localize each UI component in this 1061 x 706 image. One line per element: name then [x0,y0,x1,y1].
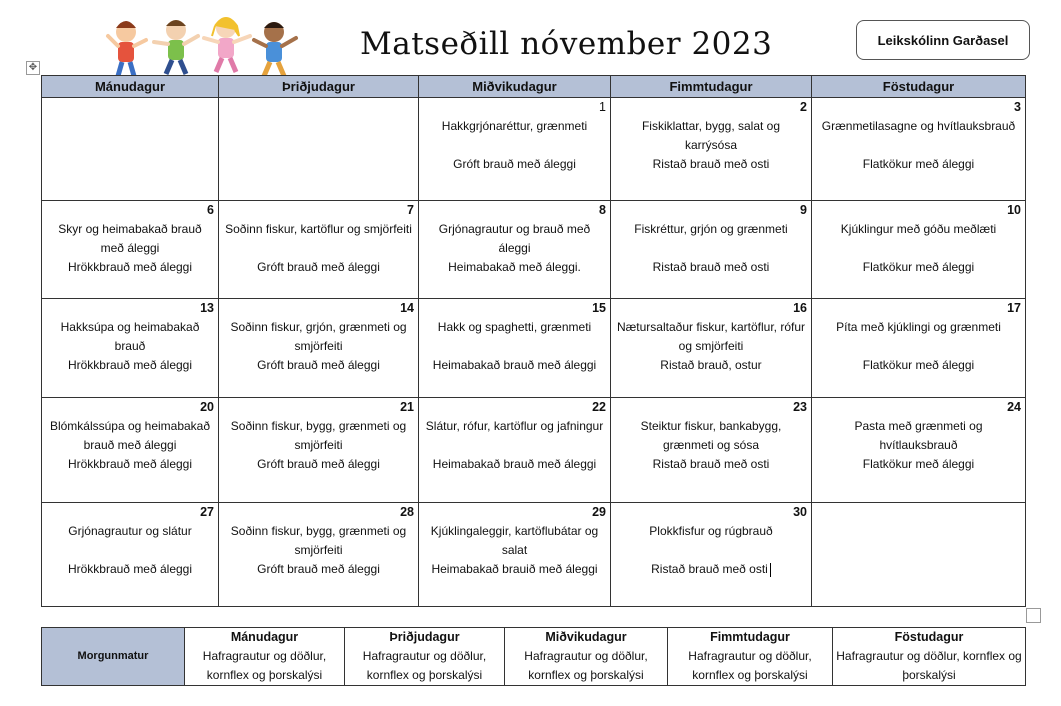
afternoon-snack: Ristað brauð með osti [652,260,770,274]
day-number: 13 [200,301,214,315]
day-cell[interactable] [219,98,419,201]
weekday-header-row [42,76,1026,98]
lunch-meal: Plokkfisfur og rúgbrauð [649,524,773,538]
afternoon-snack: Flatkökur með áleggi [862,457,975,471]
afternoon-snack: Hrökkbrauð með áleggi [67,457,193,471]
day-cell[interactable] [812,503,1026,607]
day-number: 24 [1007,400,1021,414]
lunch-meal: Soðinn fiskur, grjón, grænmeti og smjörfeiti [230,320,407,353]
afternoon-snack: Flatkökur með áleggi [862,157,975,171]
day-number: 29 [592,505,606,519]
lunch-meal: Grjónagrautur og brauð með áleggi [438,222,591,255]
day-cell[interactable] [812,98,1026,201]
afternoon-snack: Ristað brauð með osti [615,560,807,579]
day-number: 15 [592,301,606,315]
day-number: 1 [599,100,606,114]
children-illustration [104,14,304,78]
breakfast-day: Föstudagur [894,630,964,644]
lunch-meal: Grjónagrautur og slátur [68,524,192,538]
day-number: 14 [400,301,414,315]
child-figure-1 [108,21,146,76]
afternoon-snack: Heimabakað brauð með áleggi [432,457,597,471]
day-cell[interactable] [419,398,611,503]
text-cursor [770,563,771,577]
week-row [42,201,1026,299]
page-title: Matseðill nóvember 2023 [360,26,773,62]
afternoon-snack: Heimabakað brauð með áleggi [432,358,597,372]
afternoon-snack: Ristað brauð með osti [652,157,770,171]
lunch-meal: Píta með kjúklingi og grænmeti [836,320,1001,334]
breakfast-day: Fimmtudagur [710,630,790,644]
breakfast-meal: Hafragrautur og döðlur, kornflex og þorskalýsi [362,649,487,682]
organization-name: Leikskólinn Garðasel [877,32,1009,48]
breakfast-day: Þriðjudagur [389,630,460,644]
afternoon-snack: Gróft brauð með áleggi [257,562,380,576]
afternoon-snack: Heimabakað brauið með áleggi [431,562,598,576]
day-cell[interactable] [42,201,219,299]
breakfast-label: Morgunmatur [42,628,185,686]
weekday-header: Fimmtudagur [611,76,812,98]
lunch-meal: Soðinn fiskur, bygg, grænmeti og smjörfeiti [230,524,407,557]
organization-label [856,20,1030,60]
day-cell[interactable] [611,299,812,398]
day-cell[interactable] [611,201,812,299]
breakfast-meal: Hafragrautur og döðlur, kornflex og þorskalýsi [688,649,812,682]
day-number [46,98,214,117]
lunch-meal: Steiktur fiskur, bankabygg, grænmeti og sósa [640,419,782,452]
lunch-meal: Nætursaltaður fiskur, kartöflur, rófur og smjörfeiti [616,320,806,353]
menu-calendar-table [41,75,1026,607]
breakfast-cell[interactable] [668,628,833,686]
day-number: 7 [407,203,414,217]
lunch-meal: Fiskréttur, grjón og grænmeti [634,222,788,236]
weekday-header: Þriðjudagur [219,76,419,98]
afternoon-snack: Ristað brauð, ostur [660,358,762,372]
weekday-header: Föstudagur [812,76,1026,98]
week-row [42,299,1026,398]
day-number: 6 [207,203,214,217]
day-cell[interactable] [219,503,419,607]
day-cell[interactable] [219,201,419,299]
day-cell[interactable] [219,299,419,398]
lunch-meal [223,117,414,155]
weekday-header: Miðvikudagur [419,76,611,98]
breakfast-day: Mánudagur [230,630,299,644]
day-cell[interactable] [611,98,812,201]
breakfast-meal: Hafragrautur og döðlur, kornflex og þorskalýsi [524,649,648,682]
breakfast-cell[interactable] [185,628,345,686]
lunch-meal: Hakk og spaghetti, grænmeti [437,320,592,334]
lunch-meal: Soðinn fiskur, kartöflur og smjörfeiti [225,222,412,236]
lunch-meal: Blómkálssúpa og heimabakað brauð með áleggi [49,419,211,452]
day-number: 16 [793,301,807,315]
day-cell[interactable] [812,201,1026,299]
day-cell[interactable] [42,299,219,398]
week-row [42,98,1026,201]
lunch-meal: Kjúklingur með góðu meðlæti [840,222,997,236]
day-number: 9 [800,203,807,217]
breakfast-cell[interactable] [833,628,1026,686]
lunch-meal: Grænmetilasagne og hvítlauksbrauð [821,119,1016,133]
day-cell[interactable] [611,398,812,503]
afternoon-snack: Gróft brauð með áleggi [453,157,576,171]
lunch-meal: Pasta með grænmeti og hvítlauksbrauð [854,419,983,452]
afternoon-snack: Gróft brauð með áleggi [257,457,380,471]
lunch-meal: Hakksúpa og heimabakað brauð [60,320,200,353]
lunch-meal [46,117,214,155]
lunch-meal [816,522,1021,560]
day-cell[interactable] [611,503,812,607]
weekday-header: Mánudagur [42,76,219,98]
afternoon-snack: Heimabakað með áleggi. [448,260,581,274]
lunch-meal: Kjúklingaleggir, kartöflubátar og salat [430,524,599,557]
afternoon-snack: Ristað brauð með osti [652,457,770,471]
day-number: 23 [793,400,807,414]
day-cell[interactable] [219,398,419,503]
afternoon-snack: Flatkökur með áleggi [862,260,975,274]
afternoon-snack: Gróft brauð með áleggi [257,358,380,372]
breakfast-day: Miðvikudagur [545,630,627,644]
day-number: 30 [793,505,807,519]
day-cell[interactable] [419,503,611,607]
lunch-meal: Fiskiklattar, bygg, salat og karrýsósa [641,119,781,152]
day-number: 27 [200,505,214,519]
day-cell[interactable] [419,98,611,201]
day-number [223,98,414,117]
day-number: 2 [800,100,807,114]
breakfast-meal: Hafragrautur og döðlur, kornflex og þorskalýsi [202,649,327,682]
table-resize-handle[interactable] [1026,608,1041,623]
child-figure-4 [254,22,296,76]
day-number: 17 [1007,301,1021,315]
afternoon-snack: Hrökkbrauð með áleggi [67,260,193,274]
day-cell[interactable] [419,299,611,398]
day-cell[interactable] [42,98,219,201]
lunch-meal: Soðinn fiskur, bygg, grænmeti og smjörfeiti [230,419,407,452]
day-number: 20 [200,400,214,414]
day-number: 10 [1007,203,1021,217]
breakfast-table [41,627,1026,686]
breakfast-cell[interactable] [505,628,668,686]
table-move-handle-icon[interactable]: ✥ [26,61,40,75]
day-number: 8 [599,203,606,217]
lunch-meal: Skyr og heimabakað brauð með áleggi [58,222,202,255]
day-number: 22 [592,400,606,414]
day-cell[interactable] [42,398,219,503]
afternoon-snack: Gróft brauð með áleggi [257,260,380,274]
day-cell[interactable] [419,201,611,299]
afternoon-snack: Flatkökur með áleggi [862,358,975,372]
day-number [816,503,1021,522]
day-number: 3 [1014,100,1021,114]
breakfast-meal: Hafragrautur og döðlur, kornflex og þorskalýsi [836,649,1022,682]
child-figure-2 [154,20,198,74]
day-number: 28 [400,505,414,519]
day-cell[interactable] [812,398,1026,503]
lunch-meal: Slátur, rófur, kartöflur og jafningur [425,419,604,433]
breakfast-row [42,628,1026,686]
week-row [42,503,1026,607]
day-number: 21 [400,400,414,414]
day-cell[interactable] [812,299,1026,398]
afternoon-snack: Hrökkbrauð með áleggi [67,358,193,372]
lunch-meal: Hakkgrjónaréttur, grænmeti [441,119,588,133]
breakfast-cell[interactable] [345,628,505,686]
afternoon-snack: Hrökkbrauð með áleggi [67,562,193,576]
week-row [42,398,1026,503]
day-cell[interactable] [42,503,219,607]
child-figure-3 [204,18,250,72]
